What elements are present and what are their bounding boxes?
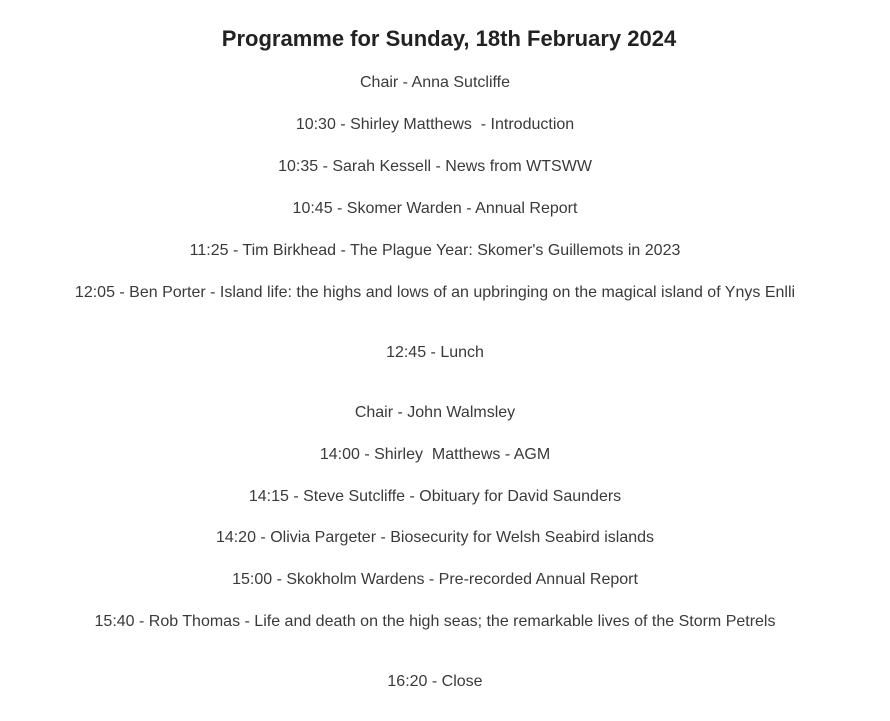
programme-line-chair-afternoon: Chair - John Walmsley xyxy=(354,404,516,421)
page-title: Programme for Sunday, 18th February 2024 xyxy=(221,26,677,51)
programme-line-skokholm-report: 15:00 - Skokholm Wardens - Pre-recorded Annual Report xyxy=(232,571,638,588)
programme-line-biosecurity: 14:20 - Olivia Pargeter - Biosecurity for Welsh Seabird islands xyxy=(215,529,655,546)
programme-line-island-life-talk: 12:05 - Ben Porter - Island life: the highs and lows of an upbringing on the magical island of Ynys Enlli xyxy=(74,284,796,301)
programme-line-news: 10:35 - Sarah Kessell - News from WTSWW xyxy=(278,158,592,175)
programme-line-lunch: 12:45 - Lunch xyxy=(386,344,484,361)
programme-line-close: 16:20 - Close xyxy=(387,673,483,690)
programme-line-chair-morning: Chair - Anna Sutcliffe xyxy=(359,74,510,91)
programme-line-introduction: 10:30 - Shirley Matthews - Introduction xyxy=(295,116,575,133)
programme-line-annual-report: 10:45 - Skomer Warden - Annual Report xyxy=(292,200,578,217)
programme-line-guillemots-talk: 11:25 - Tim Birkhead - The Plague Year: Skomer's Guillemots in 2023 xyxy=(189,242,681,259)
programme-line-agm: 14:00 - Shirley Matthews - AGM xyxy=(319,446,551,463)
programme-line-storm-petrels-talk: 15:40 - Rob Thomas - Life and death on the high seas; the remarkable lives of the Storm Petrels xyxy=(94,613,776,630)
programme-line-obituary: 14:15 - Steve Sutcliffe - Obituary for David Saunders xyxy=(248,488,622,505)
